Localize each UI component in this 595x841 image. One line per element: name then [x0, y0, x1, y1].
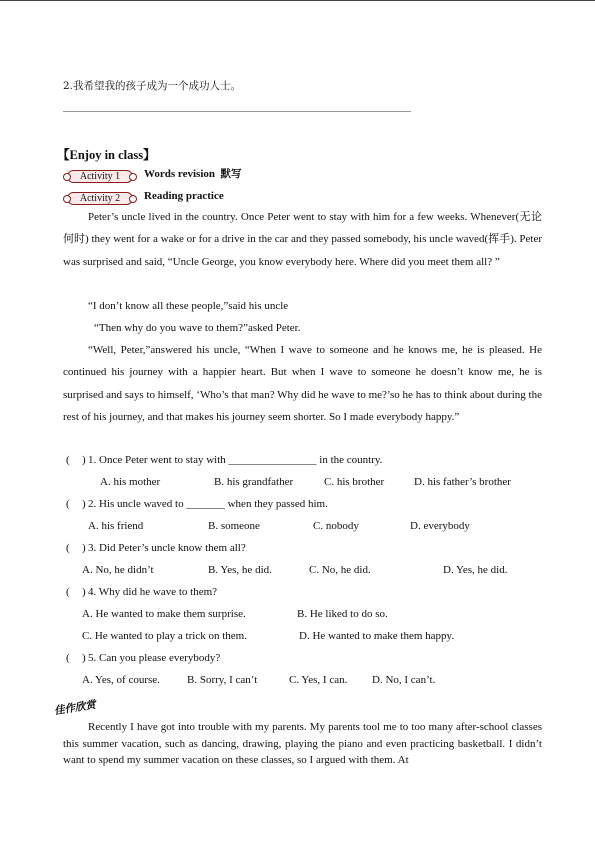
option-c: C. nobody [313, 520, 359, 532]
option-c: C. his brother [324, 476, 385, 488]
question-stem: 1. Once Peter went to stay with ________________ in the country. [88, 454, 383, 466]
answer-paren-close: ) [82, 542, 86, 554]
option-d: D. He wanted to make them happy. [299, 630, 455, 642]
appreciation-stamp: 佳作欣赏 [53, 698, 97, 718]
activity-2-badge: Activity 2 [67, 192, 133, 205]
option-b: B. Sorry, I can’t [187, 674, 258, 686]
question-stem: 2. His uncle waved to _______ when they passed him. [88, 498, 328, 510]
option-b: B. He liked to do so. [297, 608, 388, 620]
option-a: A. his friend [88, 520, 144, 532]
option-a: A. Yes, of course. [82, 674, 160, 686]
answer-paren-open: ( [66, 586, 70, 598]
answer-paren-open: ( [66, 498, 70, 510]
answer-paren-open: ( [66, 542, 70, 554]
option-d: D. everybody [410, 520, 470, 532]
question-stem: 3. Did Peter’s uncle know them all? [88, 542, 246, 554]
passage-paragraph-3: “Then why do you wave to them?”asked Peter. [94, 322, 301, 334]
option-d: D. his father’s brother [414, 476, 511, 488]
answer-paren-open: ( [66, 652, 70, 664]
section-title: 【Enjoy in class】 [57, 148, 156, 162]
option-a: A. his mother [100, 476, 161, 488]
activity-1-badge: Activity 1 [67, 170, 133, 183]
option-c: C. He wanted to play a trick on them. [82, 630, 247, 642]
option-a: A. He wanted to make them surprise. [82, 608, 246, 620]
translation-item-2: 2.我希望我的孩子成为一个成功人士。 [63, 80, 242, 92]
passage-paragraph-1: Peter’s uncle lived in the country. Once Peter went to stay with him for a few weeks. Whenever(无论何时) they went for a wake or for a drive in the car and they passed somebody, his uncle waved(挥手). Peter was surprised and said, “Uncle George, you know everybody here. Where did you meet them all? ” [63, 211, 542, 268]
answer-paren-close: ) [82, 586, 86, 598]
question-stem: 5. Can you please everybody? [88, 652, 221, 664]
option-a: A. No, he didn’t [82, 564, 154, 576]
passage-paragraph-2: “I don’t know all these people,”said his uncle [88, 300, 289, 312]
answer-paren-close: ) [82, 454, 86, 466]
option-b: B. Yes, he did. [208, 564, 272, 576]
option-d: D. Yes, he did. [443, 564, 508, 576]
activity-1-label: Words revision 默写 [144, 168, 242, 180]
activity-2-label: Reading practice [144, 190, 224, 202]
option-b: B. his grandfather [214, 476, 294, 488]
answer-paren-open: ( [66, 454, 70, 466]
answer-paren-close: ) [82, 498, 86, 510]
option-b: B. someone [208, 520, 260, 532]
option-c: C. No, he did. [309, 564, 371, 576]
answer-paren-close: ) [82, 652, 86, 664]
answer-line [63, 111, 411, 112]
passage-paragraph-4: “Well, Peter,”answered his uncle, “When I wave to someone and he knows me, he is pleased. He continued his journey with a happier heart. But when I wave to someone he doesn’t know me, he is surprised and says to himself, ‘Who’s that man? Why did he wave to me?’so he has to think about during the rest of his journey, and that makes his journey seem shorter. So I made everybody happy.” [63, 344, 542, 423]
appreciation-paragraph: Recently I have got into trouble with my parents. My parents tool me to too many after-school classes this summer vacation, such as dancing, drawing, playing the piano and even practicing basketball. I didn’t want to spend my summer vacation on these classes, so I argued with them. At [63, 721, 542, 767]
question-stem: 4. Why did he wave to them? [88, 586, 218, 598]
option-d: D. No, I can’t. [372, 674, 436, 686]
page-top-border [0, 0, 595, 1]
option-c: C. Yes, I can. [289, 674, 348, 686]
